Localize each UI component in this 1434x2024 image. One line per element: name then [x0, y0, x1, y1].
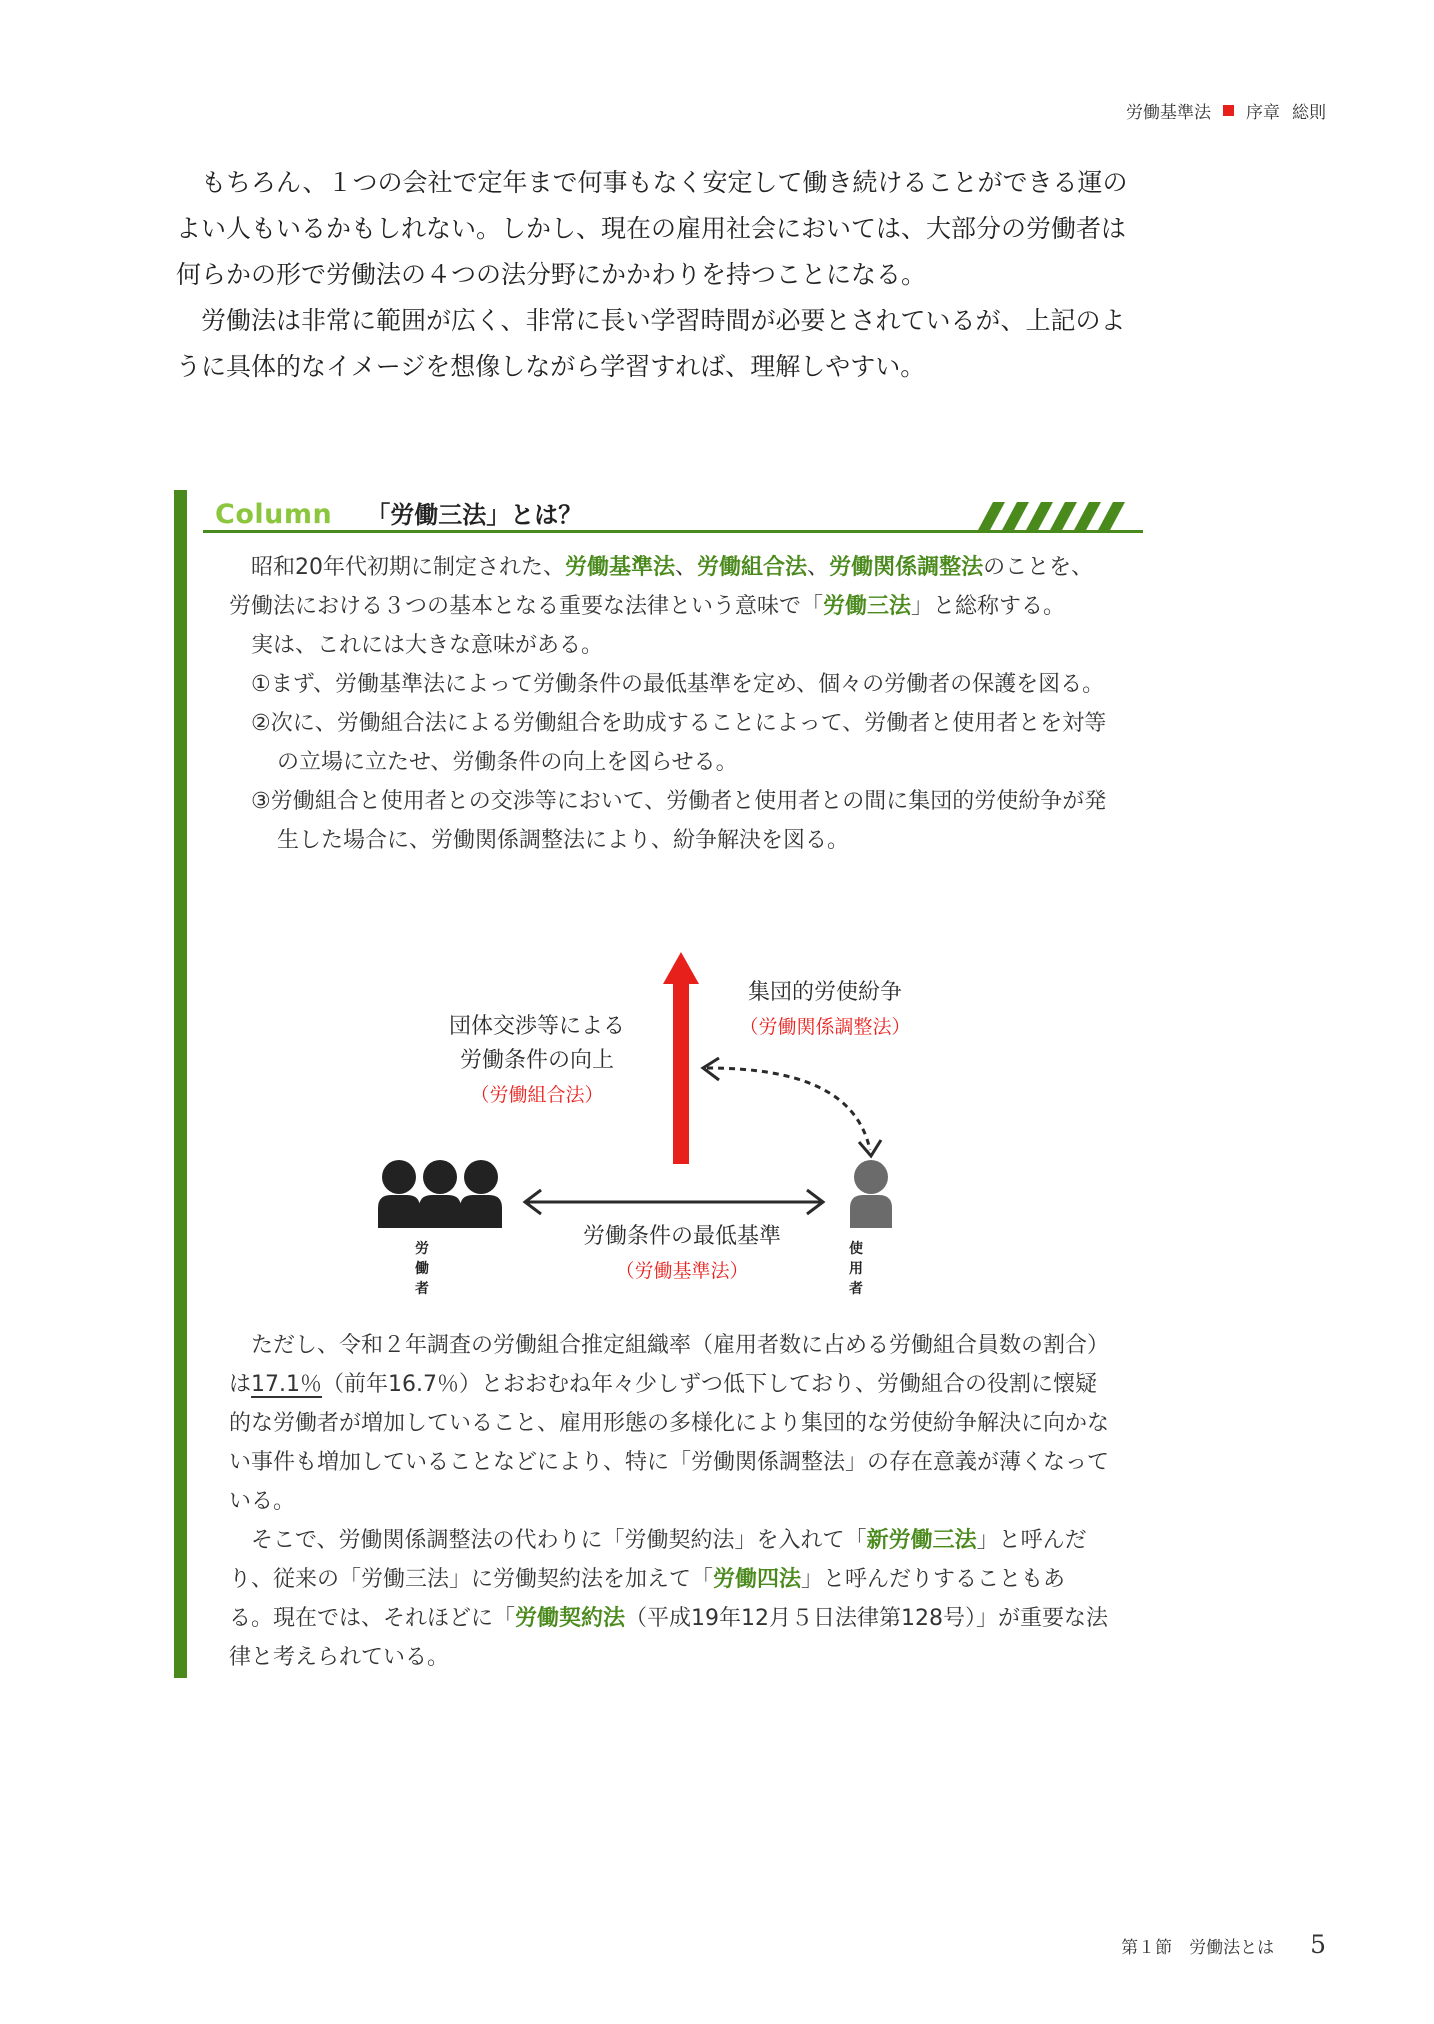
column-paragraph-4: そこで、労働関係調整法の代わりに「労働契約法」を入れて「新労働三法」と呼んだり、従来の「労働三法」に労働契約法を加えて「労働四法」と呼んだりすることもある。現在では、それほどに「労働契約法（平成19年12月５日法律第128号）」が重要な法律と考えられている。 — [229, 1528, 1109, 1670]
running-header — [1126, 98, 1326, 123]
body-text — [176, 160, 1136, 390]
dashed-curve-arrow — [707, 1068, 870, 1150]
column-item-2: ②次に、労働組合法による労働組合を助成することによって、労働者と使用者とを対等の立場に立たせ、労働条件の向上を図らせる。 — [251, 711, 1107, 775]
column-item-3: ③労働組合と使用者との交渉等において、労働者と使用者との間に集団的労使紛争が発生した場合に、労働関係調整法により、紛争解決を図る。 — [251, 789, 1107, 853]
column-title: 「労働三法」とは？ — [366, 501, 583, 529]
header-marker — [1223, 105, 1234, 116]
body-paragraph-1: もちろん、１つの会社で定年まで何事もなく安定して働き続けることができる運のよい人もいるかもしれない。しかし、現在の雇用社会においては、大部分の労働者は何らかの形で労働法の４つの法分野にかかわりを持つことになる。 — [176, 168, 1128, 289]
header-chapter: 序章 — [1246, 103, 1280, 123]
column-box — [174, 490, 1141, 1678]
organization-rate-value: 17.1％ — [251, 1372, 323, 1397]
labor-relations-adjustment-act-label: （労働関係調整法） — [739, 1016, 911, 1038]
column-label: Column — [215, 499, 333, 530]
collective-bargaining-label: 団体交渉等による 労働条件の向上 （労働組合法） — [417, 1010, 657, 1112]
footer-section: 第１節 労働法とは — [1121, 1938, 1275, 1958]
page-number: 5 — [1310, 1930, 1326, 1959]
red-arrow-head — [663, 952, 699, 984]
header-section: 総則 — [1292, 103, 1326, 123]
column-paragraph-2: 実は、これには大きな意味がある。 — [251, 633, 604, 658]
workers-label: 労働者 — [415, 1241, 429, 1297]
employer-icon — [850, 1160, 892, 1228]
column-paragraph-3: ただし、令和２年調査の労働組合推定組織率（雇用者数に占める労働組合員数の割合）は17.1％（前年16.7％）とおおむね年々少しずつ低下しており、労働組合の役割に懐疑的な労働者が増加していること、雇用形態の多様化により集団的な労使紛争解決に向かない事件も増加していることなどにより、特に「労働関係調整法」の存在意義が薄くなっている。 — [229, 1333, 1110, 1514]
column-item-1: ①まず、労働基準法によって労働条件の最低基準を定め、個々の労働者の保護を図る。 — [251, 672, 1105, 697]
diagram-graphics — [187, 490, 1141, 1340]
workers-icon — [378, 1160, 502, 1228]
collective-dispute-label: 集団的労使紛争 （労働関係調整法） — [715, 976, 935, 1044]
column-text-bottom — [229, 1326, 1109, 1677]
labor-standards-act-label: （労働基準法） — [615, 1260, 749, 1282]
page-footer — [1121, 1930, 1326, 1959]
red-arrow-shaft — [673, 982, 689, 1164]
trade-union-act-label: （労働組合法） — [470, 1084, 604, 1106]
body-paragraph-2: 労働法は非常に範囲が広く、非常に長い学習時間が必要とされているが、上記のように具体的なイメージを想像しながら学習すれば、理解しやすい。 — [176, 306, 1126, 381]
column-paragraph-1: 昭和20年代初期に制定された、労働基準法、労働組合法、労働関係調整法のことを、労働法における３つの基本となる重要な法律という意味で「労働三法」と総称する。 — [229, 555, 1094, 619]
employer-label: 使用者 — [849, 1241, 863, 1297]
header-law: 労働基準法 — [1126, 103, 1211, 123]
dashed-arrow-head-bottom — [859, 1140, 881, 1156]
minimum-standards-label: 労働条件の最低基準 （労働基準法） — [547, 1220, 817, 1288]
